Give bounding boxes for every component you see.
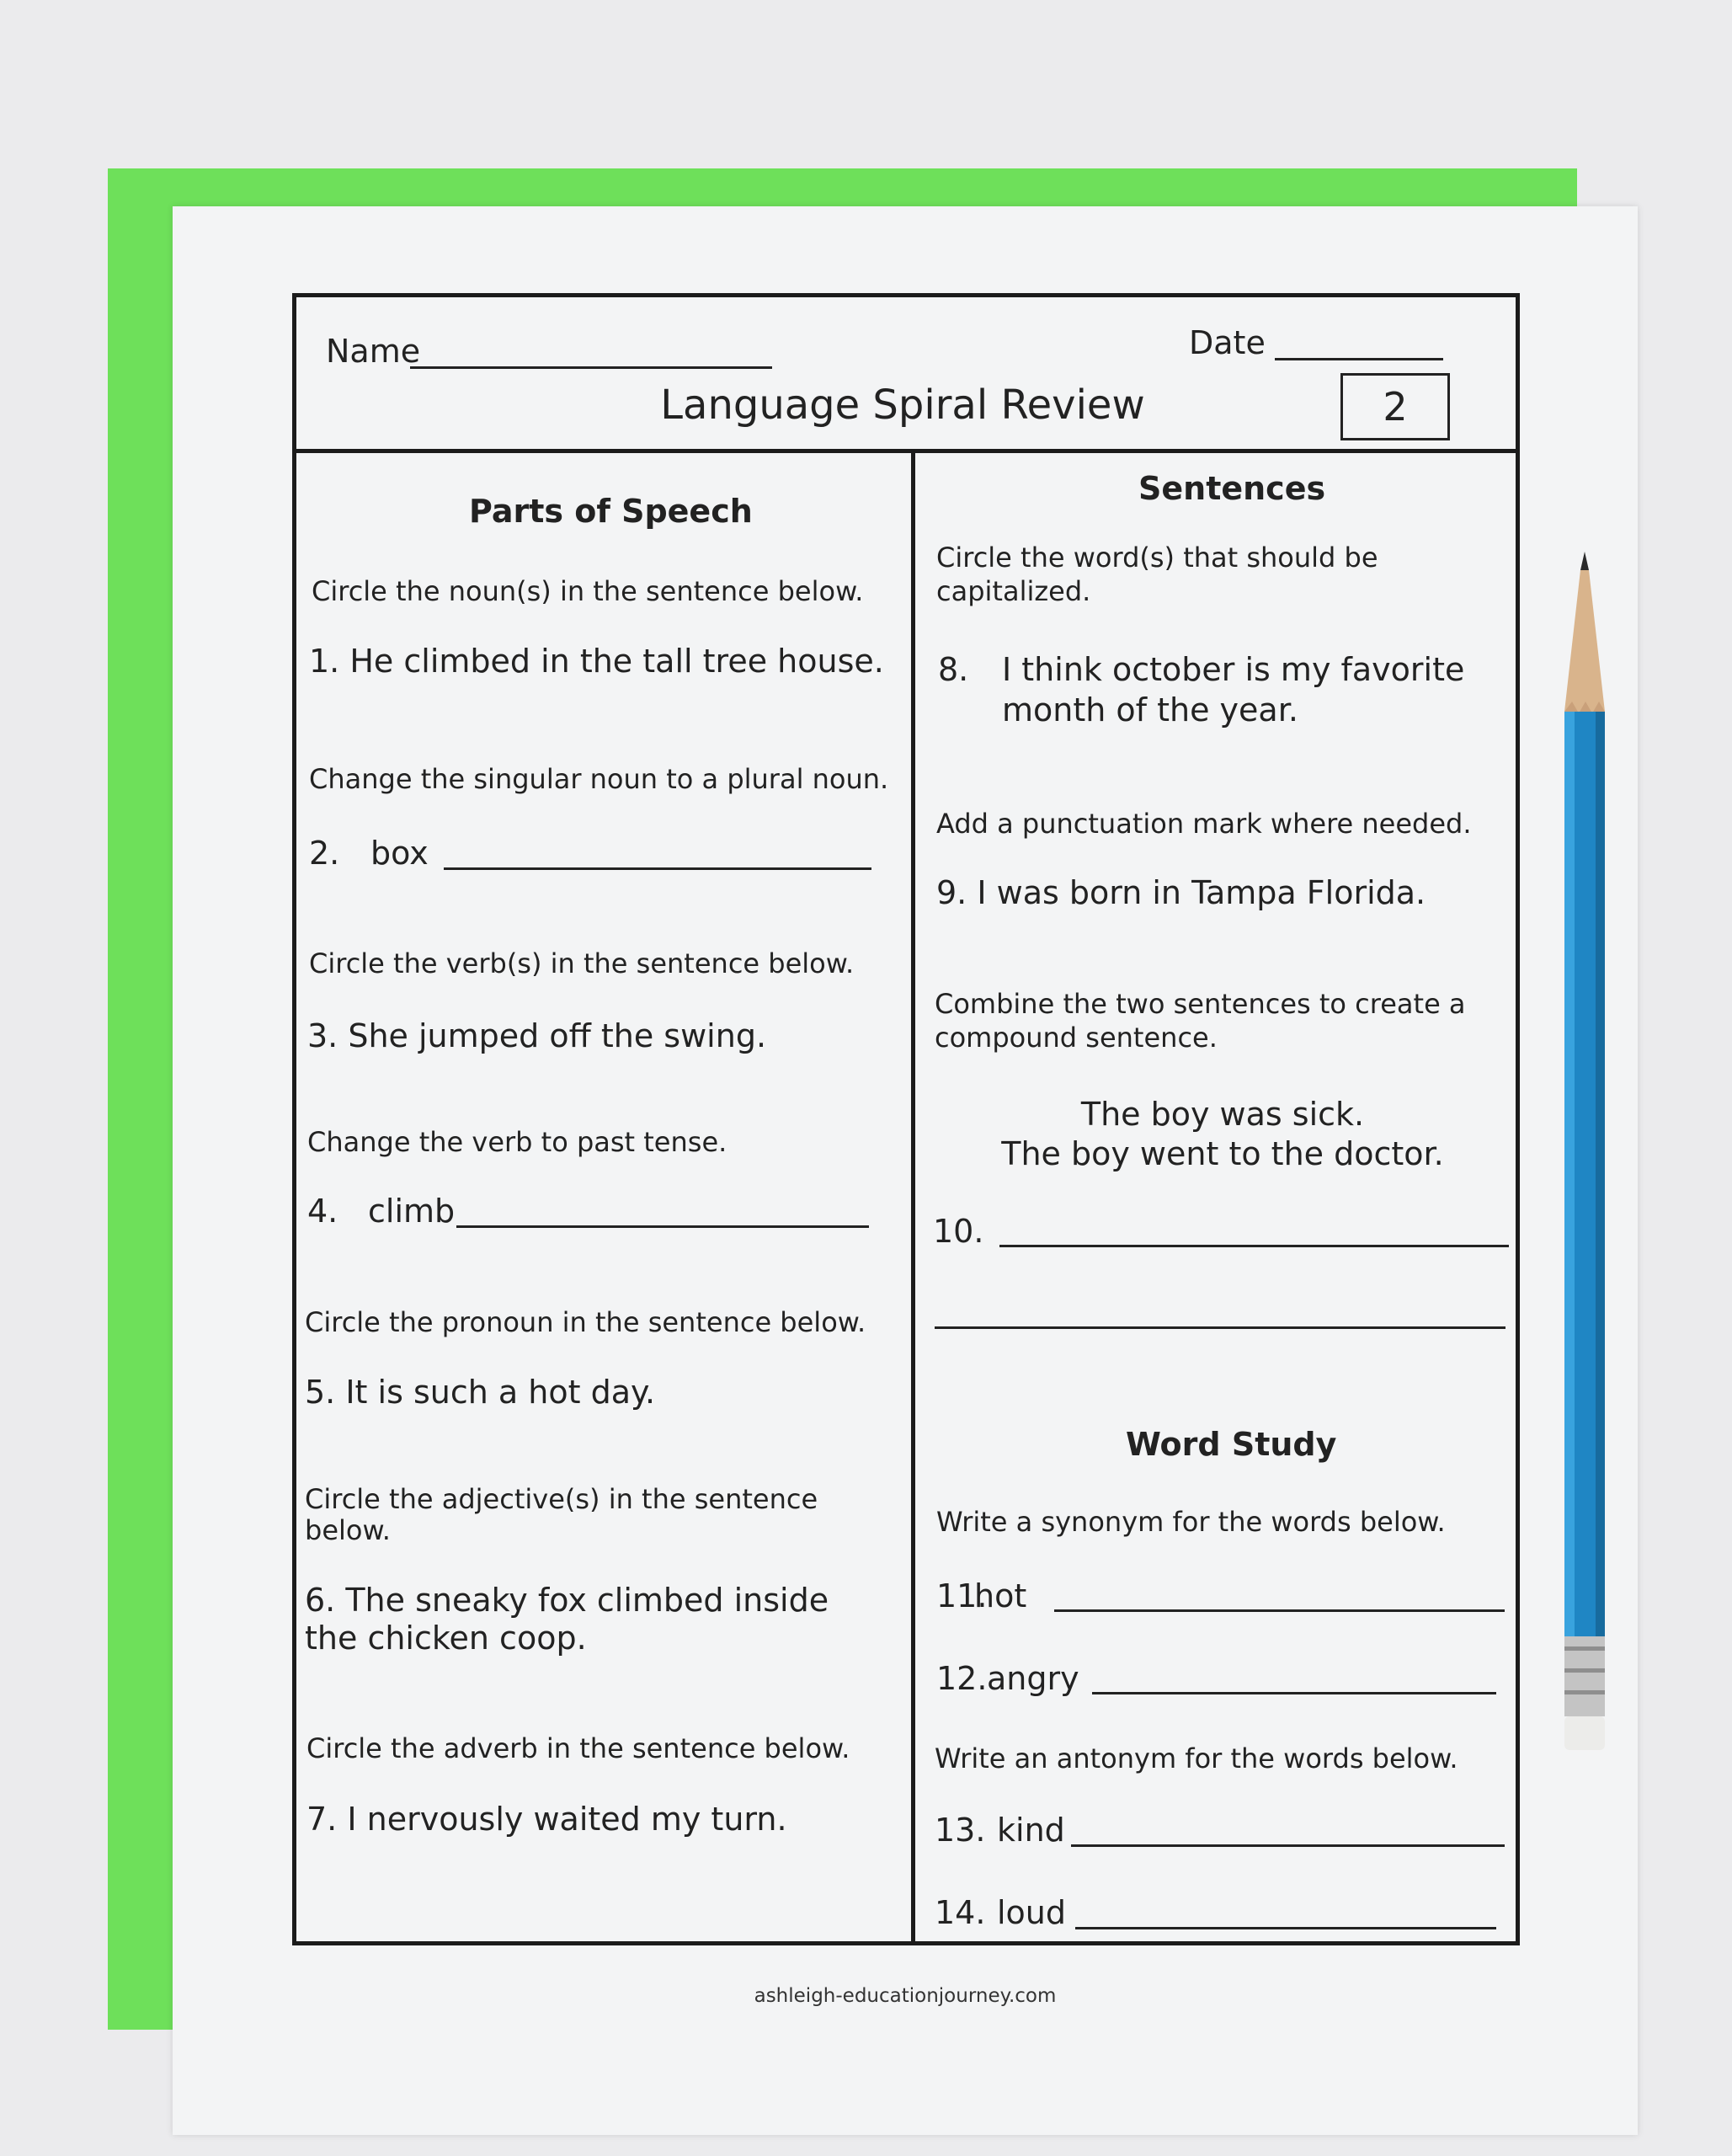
q10-number: 10. [933,1213,984,1250]
q8-number: 8. [938,651,969,688]
q11-number: 11. [936,1577,988,1614]
q10-answer-line-1[interactable] [999,1245,1509,1247]
q14-answer-line[interactable] [1075,1927,1496,1929]
q1-sentence: 1. He climbed in the tall tree house. [309,643,884,680]
q3-sentence: 3. She jumped off the swing. [307,1017,767,1054]
antonym-instruction: Write an antonym for the words below. [935,1742,1458,1774]
q2-answer-line[interactable] [444,867,871,870]
q12-number: 12. [936,1660,988,1697]
q13-number: 13. [935,1812,986,1849]
q9-instruction: Add a punctuation mark where needed. [936,808,1472,840]
q9-sentence: 9. I was born in Tampa Florida. [936,874,1426,911]
column-divider [911,449,915,1941]
q10-answer-line-2[interactable] [935,1326,1506,1329]
q4-answer-line[interactable] [456,1225,869,1228]
q4-word: climb [368,1193,456,1230]
q14-word: loud [997,1894,1067,1931]
q2-number: 2. [309,835,340,872]
q2-instruction: Change the singular noun to a plural noun. [309,763,889,795]
pencil-icon [1560,552,1609,1844]
q13-word: kind [997,1812,1065,1849]
q3-instruction: Circle the verb(s) in the sentence below. [309,947,855,979]
q10-instruction-line1: Combine the two sentences to create a [935,988,1466,1020]
footer-url: ashleigh-educationjourney.com [754,1985,1057,2007]
name-field-line[interactable] [410,366,772,369]
page-number-box: 2 [1340,373,1450,440]
q8-instruction-line2: capitalized. [936,575,1091,607]
q5-sentence: 5. It is such a hot day. [305,1374,656,1411]
worksheet-header [296,297,1516,453]
q11-word: hot [974,1577,1027,1614]
q8-sentence-line1: I think october is my favorite [1002,651,1465,688]
q12-word: angry [987,1660,1079,1697]
q14-number: 14. [935,1894,986,1931]
q6-instruction-line1: Circle the adjective(s) in the sentence [305,1483,818,1515]
q2-word: box [370,835,429,872]
q6-sentence-line2: the chicken coop. [305,1620,587,1657]
sentences-heading: Sentences [1138,470,1326,507]
q7-instruction: Circle the adverb in the sentence below. [306,1732,850,1764]
q11-answer-line[interactable] [1054,1609,1505,1612]
q4-instruction: Change the verb to past tense. [307,1126,727,1158]
worksheet-sheet [173,206,1638,2135]
q7-sentence: 7. I nervously waited my turn. [306,1801,787,1838]
q10-sentence-1: The boy was sick. [1080,1096,1365,1133]
q1-instruction: Circle the noun(s) in the sentence below. [312,575,864,607]
q8-sentence-line2: month of the year. [1002,691,1298,728]
q8-instruction-line1: Circle the word(s) that should be [936,542,1378,574]
date-field-line[interactable] [1275,358,1443,360]
word-study-heading: Word Study [1126,1426,1337,1463]
q12-answer-line[interactable] [1092,1692,1496,1694]
name-label: Name [326,333,421,370]
synonym-instruction: Write a synonym for the words below. [936,1506,1446,1538]
q6-sentence-line1: 6. The sneaky fox climbed inside [305,1582,829,1619]
parts-of-speech-heading: Parts of Speech [469,493,753,530]
q13-answer-line[interactable] [1071,1844,1505,1847]
date-label: Date [1189,324,1266,361]
q10-sentence-2: The boy went to the doctor. [1001,1135,1444,1172]
q5-instruction: Circle the pronoun in the sentence below. [305,1306,866,1338]
q6-instruction-line2: below. [305,1514,391,1546]
q10-instruction-line2: compound sentence. [935,1022,1218,1054]
worksheet-frame [292,293,1520,1945]
q4-number: 4. [307,1193,338,1230]
worksheet-title: Language Spiral Review [660,382,1145,429]
